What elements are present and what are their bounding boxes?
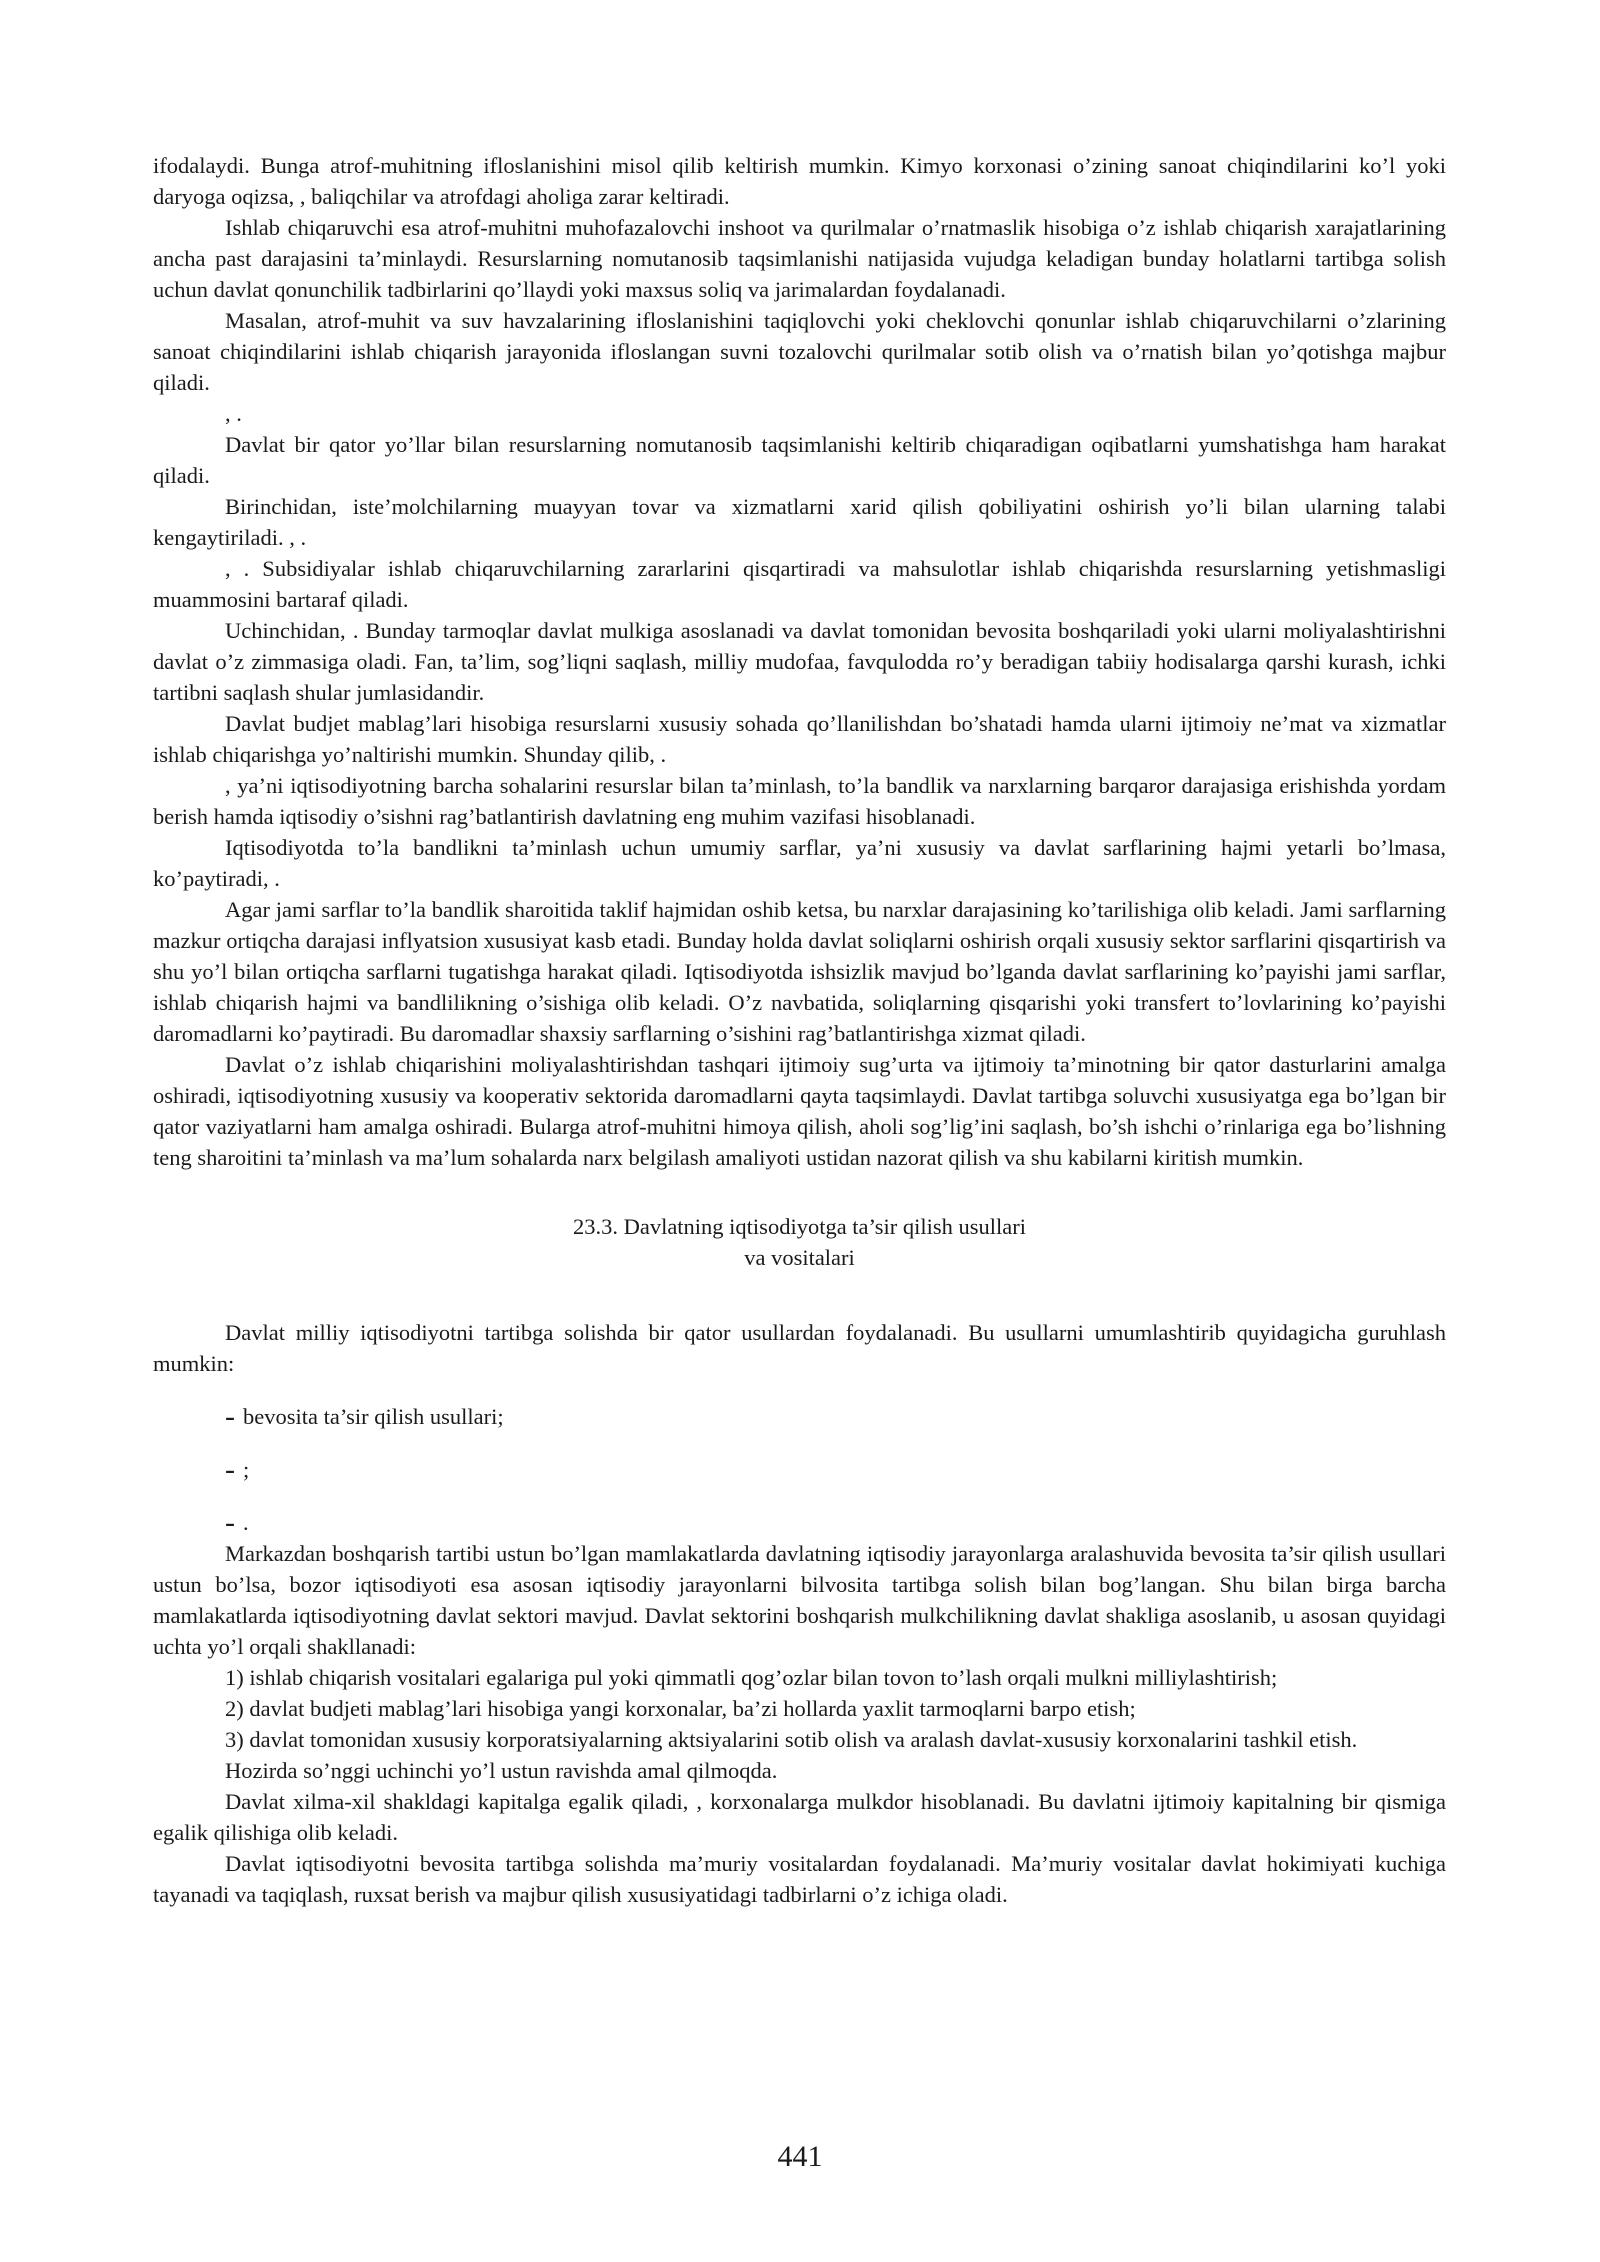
dash-marker: - <box>225 1506 235 1539</box>
intro-paragraph: Davlat milliy iqtisodiyotni tartibga solishda bir qator usullardan foydalanadi. Bu usullarni umumlashtirib quyidagicha guruhlash mumkin: <box>153 1320 1446 1376</box>
paragraph: Hozirda so’nggi uchinchi yo’l ustun ravishda amal qilmoqda. <box>225 1758 778 1783</box>
paragraph: Davlat xilma-xil shakldagi kapitalga egalik qiladi, , korxonalarga mulkdor hisoblanadi. Bu davlatni ijtimoiy kapitalning bir qismiga egalik qilishiga olib keladi. <box>153 1789 1446 1845</box>
paragraph: Markazdan boshqarish tartibi ustun bo’lgan mamlakatlarda davlatning iqtisodiy jarayonlarga aralashuvida bevosita ta’sir qilish usullari ustun bo’lsa, bozor iqtisodiyoti esa asosan iqtisodiy jarayonlarni bilvosita tartibga solish bilan bog’langan. Shu bilan birga barcha mamlakatlarda iqtisodiyotning davlat sektori mavjud. Davlat sektorini boshqarish mulkchilikning davlat shakliga asoslanib, u asosan quyidagi uchta yo’l orqali shakllanadi: <box>153 1541 1446 1659</box>
page-number: 441 <box>777 2140 823 2173</box>
numbered-paragraph: 3) davlat tomonidan xususiy korporatsiyalarning aktsiyalarini sotib olish va aralash davlat-xususiy korxonalarini tashkil etish. <box>225 1727 1358 1752</box>
paragraph: , ya’ni iqtisodiyotning barcha sohalarini resurslar bilan ta’minlash, to’la bandlik va narxlarning barqaror darajasiga erishishda yordam berish hamda iqtisodiy o’sishni rag’batlantirish davlatning eng muhim vazifasi hisoblanadi. <box>153 773 1446 829</box>
numbered-paragraph: 1) ishlab chiqarish vositalari egalariga pul yoki qimmatli qog’ozlar bilan tovon to’lash orqali mulkni milliylashtirish; <box>225 1665 1278 1690</box>
paragraph: Davlat o’z ishlab chiqarishini moliyalashtirishdan tashqari ijtimoiy sug’urta va ijtimoiy ta’minotning bir qator dasturlarini amalga oshiradi, iqtisodiyotning xususiy va kooperativ sektorida daromadlarni qayta taqsimlaydi. Davlat tartibga soluvchi xususiyatga ega bo’lgan bir qator vaziyatlarni ham amalga oshiradi. Bularga atrof-muhitni himoya qilish, aholi sog’lig’ini saqlash, bo’sh ishchi o’rinlariga ega bo’lishning teng sharoitini ta’minlash va ma’lum sohalarda narx belgilash amaliyoti ustidan nazorat qilish va shu kabilarni kiritish mumkin. <box>153 1052 1446 1170</box>
paragraph: Iqtisodiyotda to’la bandlikni ta’minlash uchun umumiy sarflar, ya’ni xususiy va davlat sarflarining hajmi yetarli bo’lmasa, ko’paytiradi, . <box>153 835 1446 891</box>
paragraph: Masalan, atrof-muhit va suv havzalarining ifloslanishini taqiqlovchi yoki cheklovchi qonunlar ishlab chiqaruvchilarni o’zlarining sanoat chiqindilarini ishlab chiqarish jarayonida ifloslangan suvni tozalovchi qurilmalar sotib olish va o’rnatish bilan yo’qotishga majbur qiladi. <box>153 308 1446 395</box>
paragraph: Birinchidan, iste’molchilarning muayyan tovar va xizmatlarni xarid qilish qobiliyatini oshirish yo’li bilan ularning talabi kengaytiriladi. , . <box>153 494 1446 550</box>
paragraph: , . <box>225 401 242 426</box>
paragraph: Ishlab chiqaruvchi esa atrof-muhitni muhofazalovchi inshoot va qurilmalar o’rnatmaslik hisobiga o’z ishlab chiqarish xarajatlarining ancha past darajasini ta’minlaydi. Resurslarning nomutanosib taqsimlanishi natijasida vujudga keladigan bunday holatlarni tartibga solish uchun davlat qonunchilik tadbirlarini qo’llaydi yoki maxsus soliq va jarimalardan foydalanadi. <box>153 215 1446 302</box>
section-heading-line-1: 23.3. Davlatning iqtisodiyotga ta’sir qilish usullari <box>572 1214 1027 1239</box>
section-heading <box>153 1211 1446 1273</box>
paragraph: Davlat iqtisodiyotni bevosita tartibga solishda ma’muriy vositalardan foydalanadi. Ma’muriy vositalar davlat hokimiyati kuchiga tayanadi va taqiqlash, ruxsat berish va majbur qilish xususiyatidagi tadbirlarni o’z ichiga oladi. <box>153 1851 1446 1907</box>
list-item-text: bevosita ta’sir qilish usullari; <box>243 1404 504 1429</box>
list-item-text: . <box>243 1510 249 1535</box>
list-item-text: ; <box>243 1457 250 1482</box>
paragraph: Davlat budjet mablag’lari hisobiga resurslarni xususiy sohada qo’llanilishdan bo’shatadi hamda ularni ijtimoiy ne’mat va xizmatlar ishlab chiqarishga yo’naltirishi mumkin. Shunday qilib, . <box>153 711 1446 767</box>
list-item <box>153 1507 1446 1538</box>
paragraph: Davlat bir qator yo’llar bilan resurslarning nomutanosib taqsimlanishi keltirib chiqaradigan oqibatlarni yumshatishga ham harakat qiladi. <box>153 432 1446 488</box>
paragraph: ifodalaydi. Bunga atrof-muhitning ifloslanishini misol qilib keltirish mumkin. Kimyo korxonasi o’zining sanoat chiqindilarini ko’l yoki daryoga oqizsa, , baliqchilar va atrofdagi aholiga zarar keltiradi. <box>153 153 1446 209</box>
list-item <box>153 1401 1446 1432</box>
dash-marker: - <box>225 1400 235 1433</box>
paragraph: Uchinchidan, . Bunday tarmoqlar davlat mulkiga asoslanadi va davlat tomonidan bevosita boshqariladi yoki ularni moliyalashtirishni davlat o’z zimmasiga oladi. Fan, ta’lim, sog’liqni saqlash, milliy mudofaa, favqulodda ro’y beradigan tabiiy hodisalarga qarshi kurash, ichki tartibni saqlash shular jumlasidandir. <box>153 618 1446 705</box>
document-page <box>153 150 1446 1910</box>
list-item <box>153 1454 1446 1485</box>
section-heading-line-2: va vositalari <box>744 1245 855 1270</box>
numbered-paragraph: 2) davlat budjeti mablag’lari hisobiga yangi korxonalar, ba’zi hollarda yaxlit tarmoqlarni barpo etish; <box>225 1696 1136 1721</box>
paragraph: Agar jami sarflar to’la bandlik sharoitida taklif hajmidan oshib ketsa, bu narxlar darajasining ko’tarilishiga olib keladi. Jami sarflarning mazkur ortiqcha darajasi inflyatsion xususiyat kasb etadi. Bunday holda davlat soliqlarni oshirish orqali xususiy sektor sarflarini qisqartirish va shu yo’l bilan ortiqcha sarflarni tugatishga harakat qiladi. Iqtisodiyotda ishsizlik mavjud bo’lganda davlat sarflarining ko’payishi jami sarflar, ishlab chiqarish hajmi va bandlilikning o’sishiga olib keladi. O’z navbatida, soliqlarning qisqarishi yoki transfert to’lovlarining ko’payishi daromadlarni ko’paytiradi. Bu daromadlar shaxsiy sarflarning o’sishini rag’batlantirishga xizmat qiladi. <box>153 897 1446 1046</box>
paragraph: , . Subsidiyalar ishlab chiqaruvchilarning zararlarini qisqartiradi va mahsulotlar ishlab chiqarishda resurslarning yetishmasligi muammosini bartaraf qiladi. <box>153 556 1446 612</box>
dash-marker: - <box>225 1453 235 1486</box>
